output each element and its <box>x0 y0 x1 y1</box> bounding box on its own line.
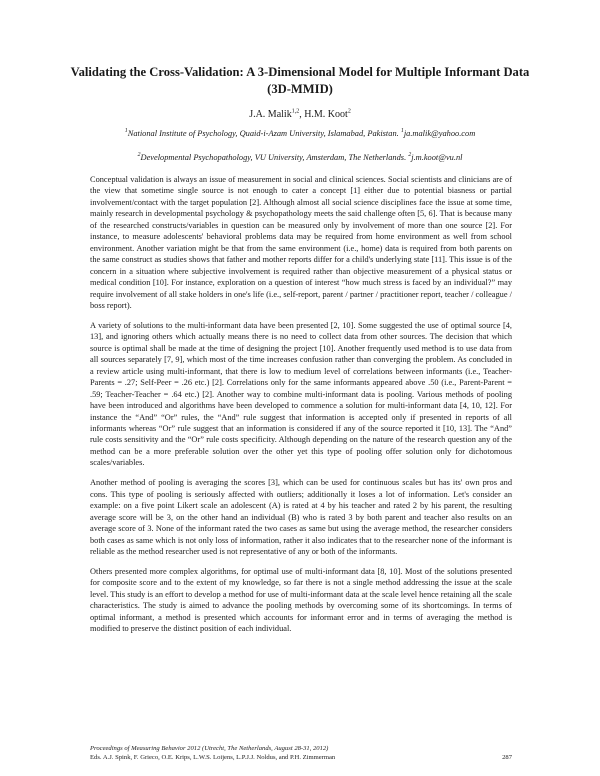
author-1-name: J.A. Malik <box>249 109 292 120</box>
affiliation-2 <box>60 152 540 163</box>
page-footer <box>90 745 512 762</box>
author-2-name: H.M. Koot <box>304 109 348 120</box>
affiliation-1 <box>60 128 540 139</box>
affiliation-1-text: National Institute of Psychology, Quaid-i-Azam University, Islamabad, Pakistan. <box>127 129 401 138</box>
paper-title: Validating the Cross-Validation: A 3-Dimensional Model for Multiple Informant Data (3D-MMID) <box>70 65 530 96</box>
paragraph-1: Conceptual validation is always an issue of measurement in social and clinical sciences. Social scientists and clinicians are of the view that sometime single source is not enough to cater a concept [1] either due to potential biasness or partial involvement/contact with the target population [2]. Although almost all social science disciplines face the issue at some time, mainly research in developmental psychology & psychopathology meets the said challenge often [5, 6]. That is because many of the researched constructs/variables in question can be measured only by involvement of more than one source [2]. For instance, to measure adolescents' behavioral problems data may be required from home environment as well from school environment. Another variation might be that from the same environment (i.e., home) data is required from both parents on the same construct as studies shows that father and mother reports differ for a child's underlying state [11]. This issue is of the concern in a situation where subjective involvement is required rather than objective measurement of a physical status or medical condition [10]. For instance, exploration on a question of interest “how much stress is faced by an individual?” may require involvement of all stake holders in one's life (i.e., self-report, parent / partner / practitioner report, teacher / colleague / boss report). <box>90 175 512 310</box>
author-1-affiliation-marker: 1,2 <box>291 108 300 115</box>
paragraph-2: A variety of solutions to the multi-informant data have been presented [2, 10]. Some suggested the use of optimal source [4, 13], and ignoring others which actually means there is no need to collect data from other sources. The decision that which source is optimal shall be made at the time of designing the project [10]. Another frequently used method is to use data from all sources separately [7, 9], which most of the time increases confusion rather than converging the problem. As concluded in a review article using multi-informant, that there is low to medium level of correlations between informants (i.e., Teacher-Parents = .27; Self-Peer = .26 etc.) [2]. Correlations only for the same informants appeared above .50 (i.e., Parent-Parent = .59; Teacher-Teacher = .64 etc.) [2]. Another way to combine multi-informant data is pooling. Various methods of pooling have been introduced and algorithms have been developed to commence a solution for multi-informant data [4, 10, 12]. For instance the “And” “Or” rules, the “And” rule suggest that information is accepted only if presented in reports of all informants whereas “Or” rule suggest that an information is considered if any of the source reported it [10, 13]. The “And” rule costs sensitivity and the “Or” rule costs specificity. Although depending on the nature of the research question any of the method can be a more preferable solution over the other yet this type of pooling offer solution only for dichotomous scales/variables. <box>90 320 512 468</box>
affiliation-1-email-marker: 1 <box>400 128 404 135</box>
author-line <box>60 108 540 121</box>
paragraph-3: Another method of pooling is averaging the scores [3], which can be used for continuous scales but has its' own pros and cons. This type of pooling is seriously affected with outliers; additionally it loses a lot of information. Let's consider an example: on a five point Likert scale an adolescent (A) is rated at 4 by his teacher and rated 2 by his parent, the resulting average score will be 3, on the other hand an individual (B) who is rated 3 by both parent and teacher also results on an average score of 3. None of the informant rated the two cases as same but using the average method, the researcher considers both cases as same which is not only loss of information, rather it also indicates that to the researcher none of the informant is reliable as the method researcher used is not representative of any or both of the informants. <box>90 478 512 557</box>
affiliation-2-marker: 2 <box>137 152 141 159</box>
body-text <box>90 174 512 643</box>
page-number: 287 <box>502 753 512 761</box>
author-separator: , <box>299 109 305 120</box>
author-2-affiliation-marker: 2 <box>347 108 351 115</box>
affiliation-2-text: Developmental Psychopathology, VU University, Amsterdam, The Netherlands. <box>140 153 409 162</box>
paragraph-4: Others presented more complex algorithms, for optimal use of multi-informant data [8, 10]. Most of the solutions presented for composite score and to the extent of my knowledge, so far there is not a single method addressing the issue at the scale level. This study is an effort to develop a method for use of multi-informant data at the scale level hence retaining all the scale characteristics. The study is aimed to advance the pooling methods by overcoming some of its shortcomings. In terms of optimal informant, a method is presented which accounts for informant error and in terms of averaging the method is modified to preserve the distinct position of each individual. <box>90 567 512 634</box>
affiliation-2-email[interactable]: j.m.koot@vu.nl <box>411 153 463 162</box>
affiliation-2-email-marker: 2 <box>408 152 412 159</box>
affiliation-1-email[interactable]: ja.malik@yahoo.com <box>403 129 476 138</box>
affiliation-1-marker: 1 <box>124 128 128 135</box>
footer-proceedings: Proceedings of Measuring Behavior 2012 (Utrecht, The Netherlands, August 28-31, 2012) <box>90 745 329 752</box>
footer-editors: Eds. A.J. Spink, F. Grieco, O.E. Krips, L.W.S. Loijens, L.P.J.J. Noldus, and P.H. Zimmerman <box>90 753 336 761</box>
